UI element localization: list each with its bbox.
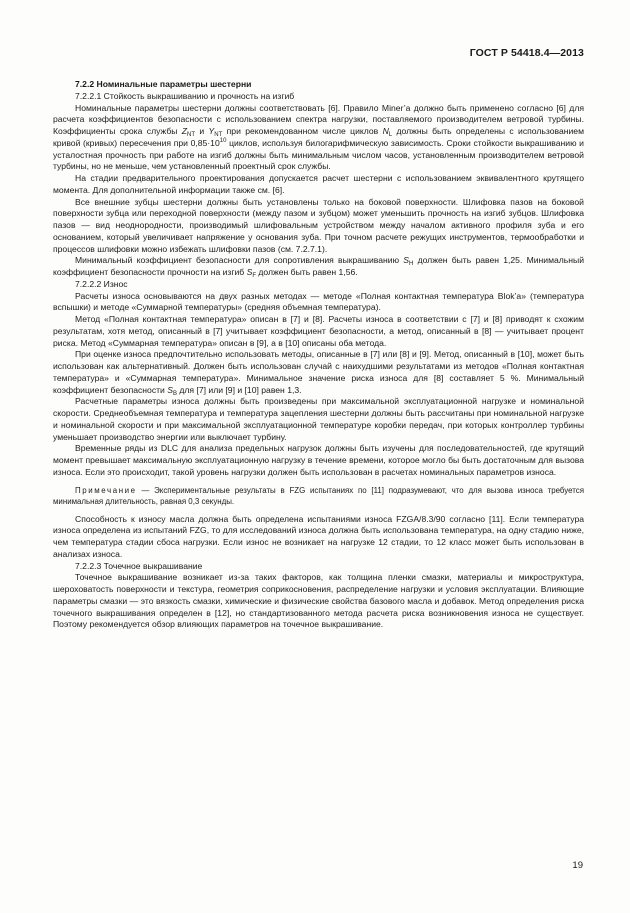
text-run: 10	[219, 137, 227, 144]
paragraph	[53, 197, 584, 256]
text-run: Расчетные параметры износа должны быть произведены при максимальной эксплуатационной нагрузке и номинальной скорости. Среднеобъемная температура и температура зацепления шестерни должны быть рассчитаны при номинальной нагрузке и номинальной скорости и при максимальной эксплуатационной температуре коробки передач, при которых контроллер турбины уменьшает производство энергии или выключает турбину.	[53, 396, 584, 442]
text-run: N	[382, 126, 389, 136]
text-run: Способность к износу масла должна быть определена испытаниями износа FZGA/8.3/90 согласно [11]. Если температура износа определена из испытаний FZG, то для исследований износа должна быть использована температура, на одну стадию ниже, чем температура стадии сбоса нагрузки. Если износ не возникает на нагрузке 12 стадии, то 12 класс может быть использован в анализах износа.	[53, 513, 584, 559]
text-run: Y	[208, 126, 215, 136]
text-run: F	[252, 273, 257, 279]
paragraph	[53, 173, 584, 197]
text-run: 7.2.2.3 Точечное выкрашивание	[75, 560, 203, 571]
text-run: S	[246, 267, 253, 277]
paragraph	[53, 561, 584, 573]
paragraph	[53, 291, 584, 315]
page-number: 19	[572, 860, 583, 871]
paragraph	[53, 103, 584, 174]
text-run: должен быть равен 1,56.	[256, 267, 358, 277]
text-run: должны быть определены с использованием кривой (кривых) пересечения при 0,85·10	[53, 126, 584, 148]
paragraph	[53, 91, 584, 103]
text-run: Минимальный коэффициент безопасности для сопротивления выкрашиванию	[75, 255, 404, 266]
text-run: Все внешние зубцы шестерни должны быть установлены только на боковой поверхности. Шлифовка пазов на боковой поверхности зубца или переходной поверхности (между пазом и зубцом) может уменьшить прочность на изгиб зубцов. Шлифовка пазов — вид неоднородности, производимый шлифовальным устройством между началом активного профиля зуба и его основанием, который увеличивает напряжение у основания зуба. При точном расчете режущих инструментов, термообработки и процессов шлифовки можно избежать шлифовки пазов (см. 7.2.7.1).	[53, 196, 584, 254]
paragraph	[53, 279, 584, 291]
text-run: циклов, используя билогарифмическую зависимость. Сроки стойкости выкрашиванию и усталостная прочность при работе на изгиб должны быть минимальным числом часов, установленным производителем ветровой турбины, но не меньше, чем установленный проектный срок службы.	[53, 137, 584, 172]
text-run: Временные ряды из DLC для анализа предельных нагрузок должны быть изучены для последовательностей, где крутящий момент превышает максимальную эксплуатационную нагрузку в течение времени, которое могло бы быть достаточным для вызова износа. Если это происходит, такой уровень нагрузки должен быть использован в расчетах номинальных параметров износа.	[53, 443, 584, 477]
text-run: NT	[187, 132, 196, 138]
section-heading	[53, 79, 584, 91]
paragraph	[53, 514, 584, 561]
text-run: 7.2.2 Номинальные параметры шестерни	[75, 79, 252, 89]
text-run: Номинальные параметры шестерни должны соответствовать [6]. Правило Miner’a должно быть применено согласно [6] для расчета коэффициентов безопасности с использованием спектра нагрузки, поставляемого производителем ветровой турбины. Коэффициенты срока службы	[53, 102, 584, 136]
text-run: и	[195, 126, 209, 136]
document-code-header: ГОСТ Р 54418.4—2013	[469, 47, 584, 59]
paragraph	[53, 396, 584, 443]
text-run: S	[403, 255, 409, 266]
text-run: Z	[181, 126, 188, 136]
text-run: B	[172, 390, 177, 397]
text-run: NT	[214, 132, 223, 138]
text-run: 7.2.2.2 Износ	[75, 278, 128, 289]
paragraph	[53, 255, 584, 279]
document-body	[53, 79, 584, 631]
text-run: При оценке износа предпочтительно использовать методы, описанные в [7] или [8] и [9]. Метод, описанный в [10], может быть использован как альтернативный. Должен быть использован случай с наихудшими результатами из методов «Полная контактная температура» и «Суммарная температура». Минимальное значение риска износа для [8] составляет 5 %. Минимальный коэффициент безопасности	[53, 349, 584, 395]
text-run: H	[409, 261, 414, 268]
paragraph	[53, 314, 584, 349]
text-run: Метод «Полная контактная температура» описан в [7] и [8]. Расчеты износа в соответствии с [7] и [8] приводят к схожим результатам, хотя метод, описанный в [7] учитывает коэффициент безопасности, а метод, описанный в [8] — учитывает процент риска. Метод «Суммарная температура» описан в [9], а в [10] описаны оба метода.	[53, 314, 584, 348]
note-paragraph	[53, 485, 584, 507]
text-run: S	[167, 384, 173, 395]
text-run: должен быть равен 1,25. Минимальный коэффициент безопасности прочности на изгиб	[53, 255, 584, 277]
paragraph	[53, 349, 584, 396]
text-run: Расчеты износа основываются на двух разных методах — методе «Полная контактная температура Blok’a» (температура вспышки) и методе «Суммарной температуры» (средняя объемная температура).	[53, 290, 584, 313]
paragraph	[53, 572, 584, 631]
text-run: Примечание	[75, 485, 137, 495]
paragraph	[53, 443, 584, 478]
text-run: при рекомендованном числе циклов	[222, 126, 383, 136]
text-run: 7.2.2.1 Стойкость выкрашиванию и прочность на изгиб	[75, 90, 295, 101]
text-run: — Экспериментальные результаты в FZG испытаниях по [11] подразумевают, что для вызова износа требуется минимальная длительность, равная 0,3 секунды.	[53, 485, 584, 506]
text-run: для [7] или [9] и [10] равен 1,3.	[177, 384, 302, 395]
text-run: Точечное выкрашивание возникает из-за таких факторов, как толщина пленки смазки, материалы и микроструктура, шероховатость поверхности и текстура, геометрия соприкосновения, распределение нагрузки и условия эксплуатации. Влияющие параметры смазки — это вязкость смазки, химические и физические свойства базового масла и добавок. Метод определения риска точечного выкрашивания определен в [12], но стандартизованного метода расчета риска возникновения износа не существует. Поэтому рекомендуется обзор влияющих параметров на точечное выкрашивание.	[53, 572, 584, 630]
text-run: На стадии предварительного проектирования допускается расчет шестерни с использованием эквивалентного крутящего момента. Для дополнительной информации также см. [6].	[53, 173, 584, 195]
text-run: L	[388, 132, 393, 138]
